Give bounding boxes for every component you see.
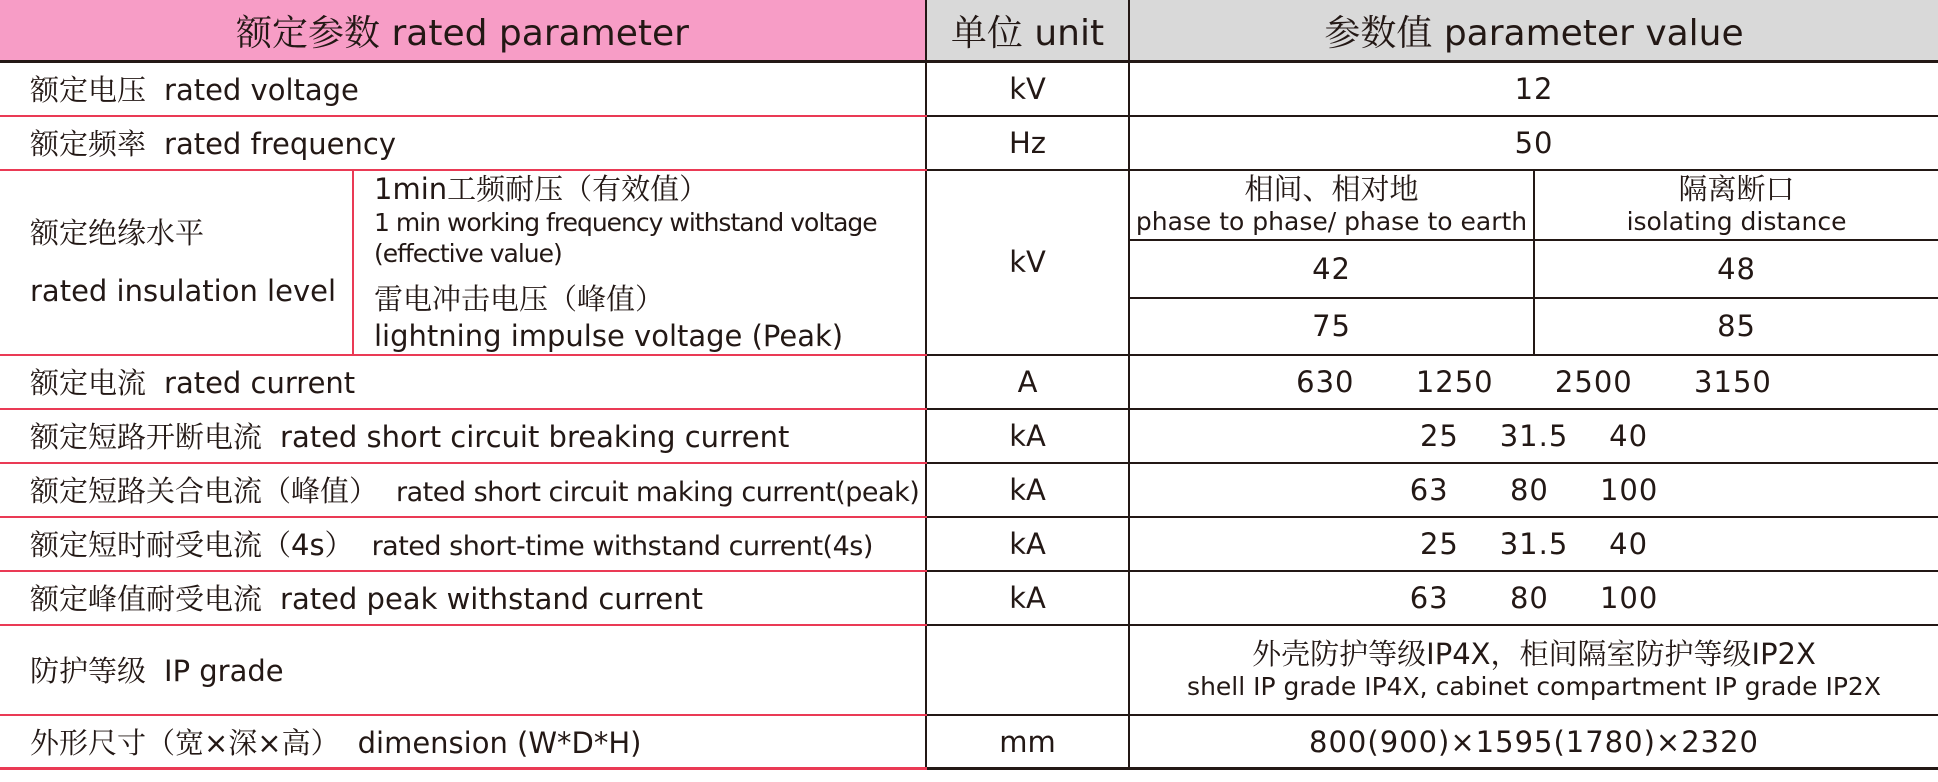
- value-cell: 48: [1534, 240, 1938, 297]
- label-en: rated short circuit breaking current: [280, 420, 790, 455]
- unit-cell: Hz: [926, 116, 1129, 170]
- label-cn: 外形尺寸（宽×深×高）: [30, 726, 340, 760]
- row-label: [0, 715, 926, 769]
- label-en: rated peak withstand current: [280, 582, 703, 617]
- row-insulation-header: [0, 170, 1938, 241]
- row-rated-current: [0, 355, 1938, 409]
- lightning-impulse-en: lightning impulse voltage (Peak): [374, 318, 844, 353]
- row-label: [0, 625, 926, 715]
- value-cell: 800(900)×1595(1780)×2320: [1129, 715, 1938, 769]
- row-peak-current: [0, 571, 1938, 625]
- row-rated-frequency: [0, 116, 1938, 170]
- value-cell: 63 80 100: [1129, 571, 1938, 625]
- ip-value-en: shell IP grade IP4X, cabinet compartment IP grade IP2X: [1187, 672, 1881, 702]
- unit-cell: kA: [926, 571, 1129, 625]
- lightning-impulse-cn: 雷电冲击电压（峰值）: [374, 282, 665, 317]
- label-cn: 额定短路关合电流（峰值）: [30, 474, 379, 509]
- unit-cell: [926, 625, 1129, 715]
- value-cell: 50: [1129, 116, 1938, 170]
- label-en: rated frequency: [164, 127, 397, 161]
- row-breaking-current: [0, 409, 1938, 463]
- value-cell: 25 31.5 40: [1129, 517, 1938, 571]
- unit-cell: kV: [926, 62, 1129, 116]
- insulation-label: [0, 170, 353, 355]
- unit-cell: kA: [926, 517, 1129, 571]
- value-cell: [1129, 625, 1938, 715]
- label-cn: 防护等级: [30, 654, 147, 689]
- unit-cell: kA: [926, 463, 1129, 517]
- value-cell: 75: [1129, 298, 1534, 355]
- value-cell: 42: [1129, 240, 1534, 297]
- col-phase-cn: 相间、相对地: [1244, 172, 1419, 207]
- row-ip-grade: [0, 625, 1938, 715]
- label-en: rated current: [164, 366, 356, 401]
- label-en: IP grade: [164, 654, 284, 689]
- row-label: [0, 571, 926, 625]
- row-label: [0, 355, 926, 409]
- value-cell: 63 80 100: [1129, 463, 1938, 517]
- row-rated-voltage: [0, 62, 1938, 116]
- col-isolating-en: isolating distance: [1626, 207, 1847, 237]
- unit-cell: A: [926, 355, 1129, 409]
- header-unit: 单位 unit: [926, 0, 1129, 62]
- header-rated-parameter: 额定参数 rated parameter: [0, 0, 926, 62]
- value-cell: 85: [1534, 298, 1938, 355]
- insulation-label-en: rated insulation level: [30, 274, 337, 309]
- col-phase-en: phase to phase/ phase to earth: [1135, 207, 1528, 237]
- value-cell: 25 31.5 40: [1129, 409, 1938, 463]
- row-label: [0, 517, 926, 571]
- power-frequency-en: 1 min working frequency withstand voltage (effective value): [374, 207, 877, 268]
- header-parameter-value: 参数值 parameter value: [1129, 0, 1938, 62]
- label-cn: 额定峰值耐受电流: [30, 582, 263, 617]
- table-header-row: [0, 0, 1938, 62]
- unit-cell: kV: [926, 170, 1129, 355]
- unit-cell: mm: [926, 715, 1129, 769]
- row-label: [0, 62, 926, 116]
- insulation-descriptions: [353, 170, 926, 355]
- ip-value-cn: 外壳防护等级IP4X，柜间隔室防护等级IP2X: [1252, 637, 1816, 672]
- row-short-time-current: [0, 517, 1938, 571]
- row-label: [0, 116, 926, 170]
- label-en: rated voltage: [164, 73, 359, 108]
- label-cn: 额定短时耐受电流（4s）: [30, 528, 354, 563]
- row-label: [0, 463, 926, 517]
- label-cn: 额定电压: [30, 73, 147, 108]
- row-label: [0, 409, 926, 463]
- label-en: dimension (W*D*H): [357, 726, 642, 760]
- unit-cell: kA: [926, 409, 1129, 463]
- label-cn: 额定短路开断电流: [30, 420, 263, 455]
- value-cell: 12: [1129, 62, 1938, 116]
- col-isolating-distance: [1534, 170, 1938, 241]
- row-dimension: [0, 715, 1938, 769]
- label-en: rated short circuit making current(peak): [396, 477, 920, 509]
- label-cn: 额定频率: [30, 127, 147, 161]
- insulation-label-cn: 额定绝缘水平: [30, 216, 205, 251]
- power-frequency-cn: 1min工频耐压（有效值）: [374, 171, 709, 206]
- label-cn: 额定电流: [30, 366, 147, 401]
- row-making-current: [0, 463, 1938, 517]
- label-en: rated short-time withstand current(4s): [371, 531, 873, 563]
- col-isolating-cn: 隔离断口: [1678, 172, 1795, 207]
- col-phase-to-earth: [1129, 170, 1534, 241]
- value-cell: 630 1250 2500 3150: [1129, 355, 1938, 409]
